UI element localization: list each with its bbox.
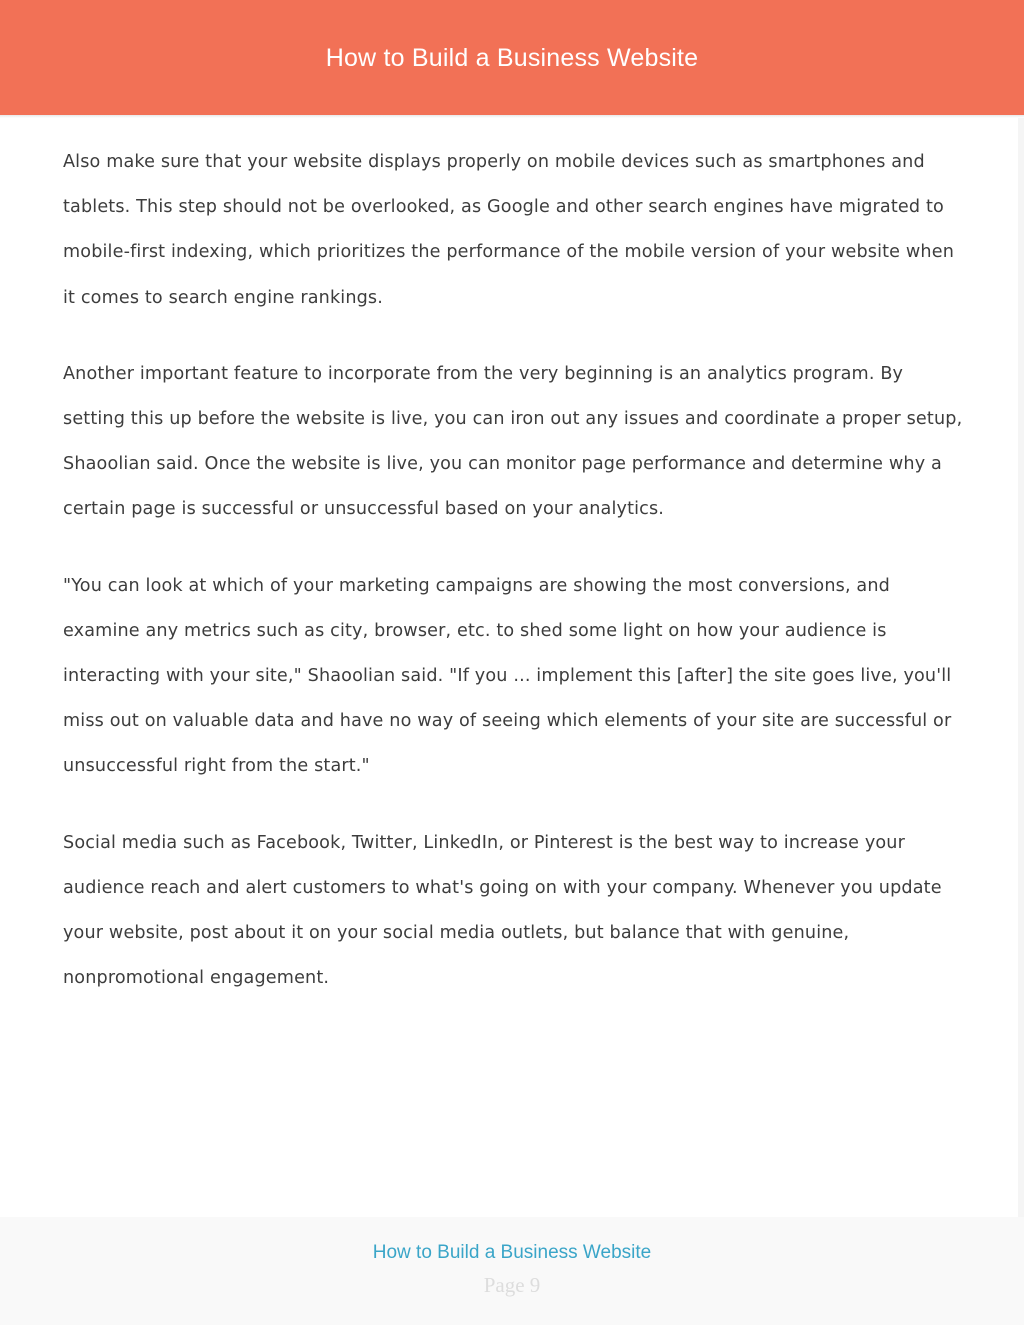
footer-title: How to Build a Business Website [372, 1242, 652, 1263]
header-divider [0, 115, 1024, 118]
page-footer [0, 1217, 1024, 1325]
body-paragraph-analytics: Another important feature to incorporate from the very beginning is an analytics program. By setting this up before the website is live, you can iron out any issues and coordinate a proper setup, Shaoolian said. Once the website is live, you can monitor page performance and determine why a certain page is successful or unsuccessful based on your analytics. [63, 363, 963, 520]
page-number: Page 9 [483, 1273, 541, 1297]
document-body [63, 140, 963, 1032]
document-title: How to Build a Business Website [325, 44, 699, 72]
body-paragraph-quote: "You can look at which of your marketing campaigns are showing the most conversions, and examine any metrics such as city, browser, etc. to shed some light on how your audience is interacting with your site," Shaoolian said. "If you ... implement this [after] the site goes live, you'll miss out on valuable data and have no way of seeing which elements of your site are successful or unsuccessful right from the start." [63, 575, 952, 777]
header-band [0, 0, 1024, 115]
page-edge [1018, 118, 1024, 1218]
body-paragraph-mobile: Also make sure that your website displays properly on mobile devices such as smartphones and tablets. This step should not be overlooked, as Google and other search engines have migrated to mobile-first indexing, which prioritizes the performance of the mobile version of your website when it comes to search engine rankings. [63, 152, 955, 308]
body-paragraph-social-media: Social media such as Facebook, Twitter, LinkedIn, or Pinterest is the best way to increase your audience reach and alert customers to what's going on with your company. Whenever you update your website, post about it on your social media outlets, but balance that with genuine, nonpromotional engagement. [63, 832, 942, 989]
